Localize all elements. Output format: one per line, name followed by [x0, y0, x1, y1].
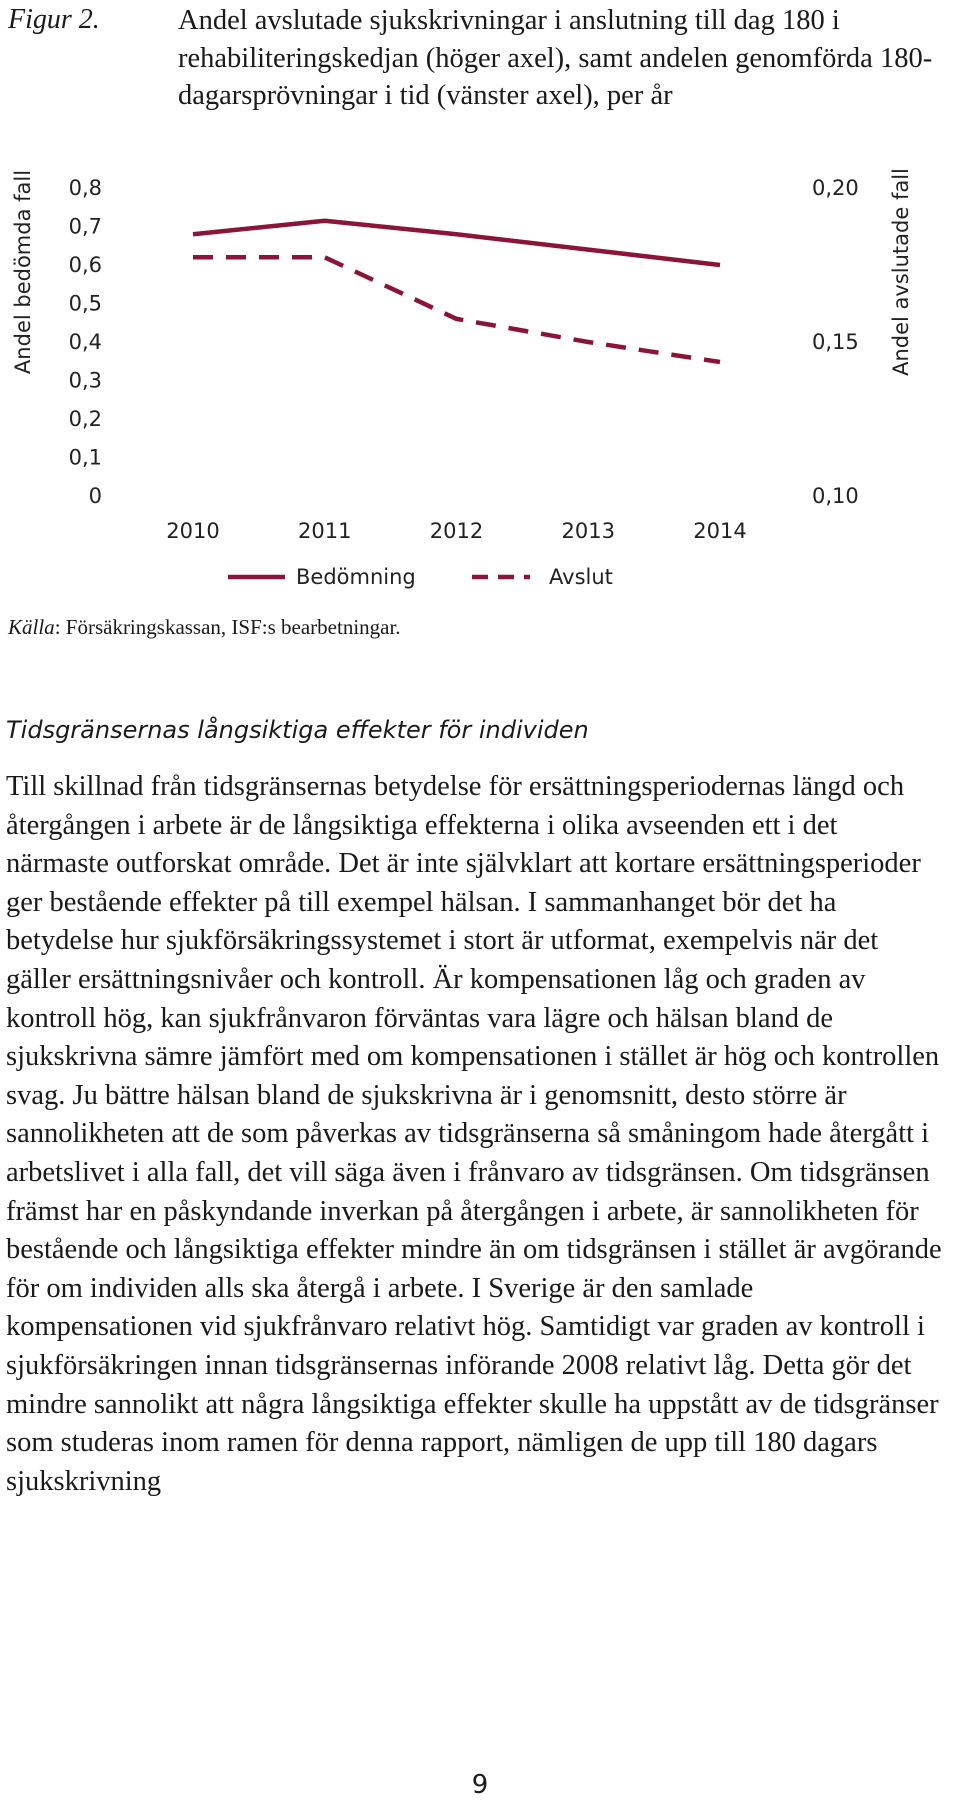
series-line-avslut: [193, 257, 720, 362]
left-tick-label: 0,6: [68, 253, 102, 277]
section-body: Till skillnad från tidsgränsernas betydelse för ersättningsperiodernas längd och återgången i arbete är de långsiktiga effekterna i olika avseenden ett i det närmaste outforskat område. Det är inte självklart att kortare ersättningsperioder ger bestående effekter på till exempel hälsan. I sammanhanget bör det ha betydelse hur sjukförsäkringssystemet i stort är utformat, exempelvis när det gäller ersättningsnivåer och kontroll. Är kompensationen låg och graden av kontroll hög, kan sjukfrånvaron förväntas vara lägre och hälsan bland de sjukskrivna sämre jämfört med om kompensationen i stället är hög och kontrollen svag. Ju bättre hälsan bland de sjukskrivna är i genomsnitt, desto större är sannolikheten att de som påverkas av tidsgränserna så småningom hade återgått i arbetslivet i alla fall, det vill säga även i frånvaro av tidsgränsen. Om tidsgränsen främst har en påskyndande inverkan på återgången i arbete, är sannolikheten för bestående och långsiktiga effekter mindre än om tidsgränsen i stället är avgörande för om individen alls ska återgå i arbete. I Sverige är den samlade kompensationen vid sjukfrånvaro relativt hög. Samtidigt var graden av kontroll i sjukförsäkringen innan tidsgränsernas införande 2008 relativt låg. Detta gör det mindre sannolikt att några långsiktiga effekter skulle ha uppstått av de tidsgränser som studeras inom ramen för denna rapport, nämligen de upp till 180 dagars sjukskrivning: [6, 771, 942, 1497]
right-axis-ticks: [812, 176, 859, 508]
right-tick-label: 0,10: [812, 484, 859, 508]
source-prefix: Källa: [8, 615, 55, 639]
page-number: 9: [471, 1770, 489, 1800]
figure-label: Figur 2.: [8, 4, 100, 35]
right-axis-label: Andel avslutade fall: [889, 168, 913, 376]
left-axis-label: Andel bedömda fall: [11, 169, 35, 375]
left-tick-label: 0,3: [68, 368, 102, 393]
series-layer: [193, 221, 720, 362]
right-tick-label: 0,15: [812, 330, 859, 354]
x-tick-label: 2011: [298, 519, 352, 543]
figure-title: Andel avslutade sjukskrivningar i anslutning till dag 180 i rehabiliteringskedjan (höger axel), samt andelen genomförda 180-dagarsprövningar i tid (vänster axel), per år: [178, 5, 933, 111]
section-heading: Tidsgränsernas långsiktiga effekter för individen: [6, 716, 589, 744]
figure-source: [8, 615, 401, 640]
left-tick-label: 0,1: [68, 445, 102, 470]
x-tick-label: 2013: [561, 519, 615, 543]
dual-axis-line-chart: [0, 160, 913, 600]
left-tick-label: 0: [88, 484, 102, 508]
left-axis-ticks: [69, 176, 102, 508]
x-tick-label: 2014: [693, 519, 747, 543]
x-axis-ticks: [166, 519, 746, 543]
legend-label: Bedömning: [296, 565, 416, 589]
left-tick-label: 0,2: [68, 407, 102, 431]
left-tick-label: 0,7: [68, 214, 102, 239]
right-tick-label: 0,20: [812, 176, 859, 200]
source-text: : Försäkringskassan, ISF:s bearbetningar.: [54, 615, 401, 639]
x-tick-label: 2012: [429, 519, 484, 543]
legend: [228, 565, 613, 589]
left-tick-label: 0,8: [68, 176, 102, 200]
x-tick-label: 2010: [166, 519, 220, 543]
left-tick-label: 0,4: [68, 330, 102, 354]
left-tick-label: 0,5: [68, 291, 102, 316]
legend-label: Avslut: [549, 565, 613, 589]
